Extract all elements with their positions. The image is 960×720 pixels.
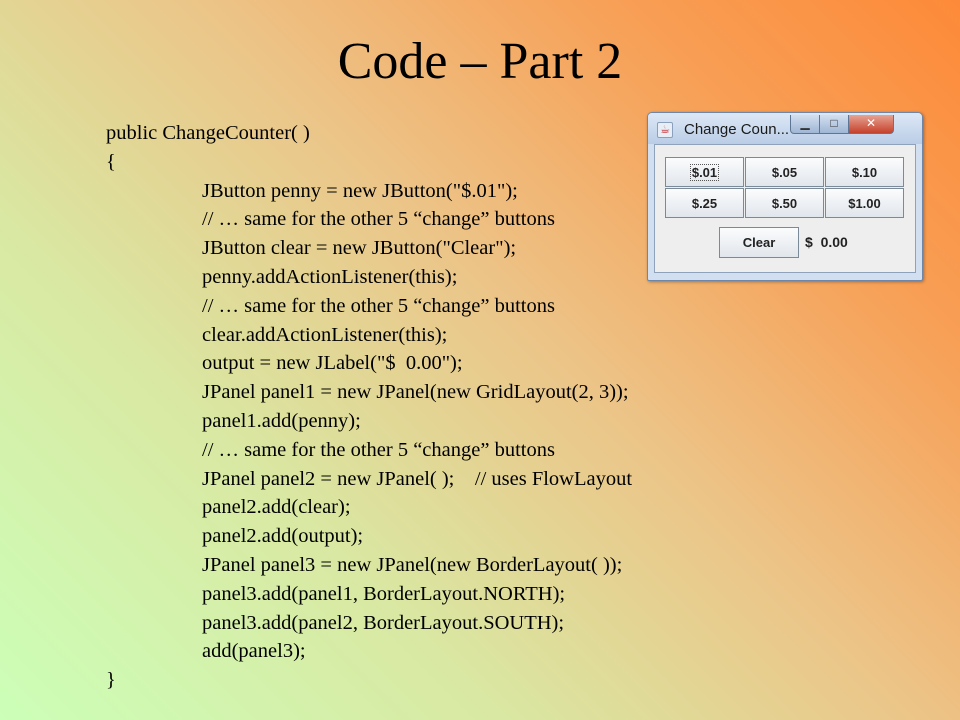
window-titlebar[interactable] [648,113,922,144]
code-line: panel2.add(output); [202,525,364,548]
code-line: penny.addActionListener(this); [202,265,458,288]
code-block [106,119,632,695]
close-icon: ✕ [865,116,877,130]
slide-title: Code – Part 2 [337,33,623,90]
quarter-button[interactable]: $.25 [665,188,744,218]
code-line: clear.addActionListener(this); [202,323,448,346]
change-buttons-panel [665,157,905,219]
code-line: // … same for the other 5 “change” buttons [202,294,555,317]
code-line: output = new JLabel("$ 0.00"); [202,352,463,375]
code-line: panel2.add(clear); [202,496,351,519]
code-line: JButton clear = new JButton("Clear"); [202,237,517,260]
dollar-button[interactable]: $1.00 [825,188,904,218]
code-line: panel3.add(panel2, BorderLayout.SOUTH); [202,611,565,634]
code-line: } [106,669,116,692]
minimize-icon: ▁ [800,116,810,130]
code-line: add(panel3); [202,640,306,663]
code-line: // … same for the other 5 “change” buttons [202,438,555,461]
java-cup-icon[interactable]: ☕ [657,122,673,138]
code-line: JPanel panel1 = new JPanel(new GridLayout(2, 3)); [202,381,629,404]
maximize-button[interactable] [819,115,849,134]
maximize-icon: □ [830,116,838,130]
code-line: public ChangeCounter( ) [106,122,310,144]
clear-button[interactable]: Clear [719,227,799,258]
nickel-button[interactable]: $.05 [745,157,824,187]
code-line: // … same for the other 5 “change” buttons [202,208,555,231]
code-line: panel3.add(panel1, BorderLayout.NORTH); [202,582,566,605]
minimize-button[interactable] [790,115,820,134]
code-line: JButton penny = new JButton("$.01"); [202,179,518,202]
change-counter-window [647,112,923,281]
code-line: { [106,150,116,173]
window-title: Change Coun... [684,121,790,138]
window-content [654,144,916,273]
close-button[interactable] [848,115,894,134]
penny-button[interactable] [665,157,744,187]
output-label: $ 0.00 [805,234,848,250]
code-line: JPanel panel2 = new JPanel( ); // uses FlowLayout [202,467,633,490]
code-line: JPanel panel3 = new JPanel(new BorderLayout( )); [202,553,623,576]
half-dollar-button[interactable]: $.50 [745,188,824,218]
penny-button-label: $.01 [691,164,718,180]
code-line: panel1.add(penny); [202,409,361,432]
dime-button[interactable]: $.10 [825,157,904,187]
